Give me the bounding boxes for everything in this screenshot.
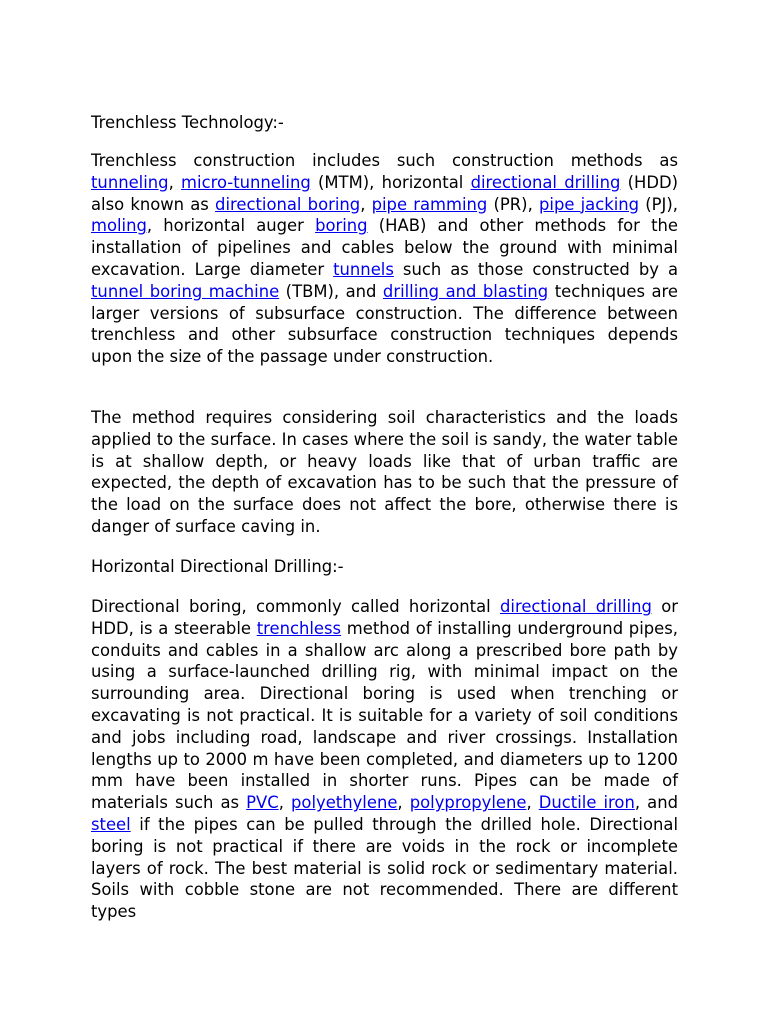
text-run: The method requires considering soil characteristics and the loads applied to the surface. In cases where the soil is sandy, the water table is at shallow depth, or heavy loads like that of urban traffic are expected, the depth of excavation has to be such that the pressure of the load on the surface does not affect the bore, otherwise there is danger of surface caving in.: [91, 408, 678, 536]
link-ductile-iron[interactable]: Ductile iron: [538, 793, 635, 813]
text-run: (HAB) and other methods for the installation of pipelines and cables below the ground with minimal excavation. Large diameter: [91, 216, 678, 279]
text-run: or HDD, is a steerable: [91, 597, 678, 638]
text-run: , horizontal auger: [146, 216, 316, 236]
text-run: ,: [168, 172, 182, 192]
link-drilling-and-blasting[interactable]: drilling and blasting: [382, 281, 549, 301]
text-run: ,: [397, 793, 410, 813]
text-run: method of installing underground pipes, conduits and cables in a shallow arc along a prescribed bore path by using a surface-launched drilling rig, with minimal impact on the surrounding area. Directional boring is used when trenching or excavating is not practical. It is suitable for a variety of soil conditions and jobs including road, landscape and river crossings. Installation lengths up to 2000 m have been completed, and diameters up to 1200 mm have been installed in shorter runs. Pipes can be made of materials such as: [91, 618, 678, 813]
text-run: ,: [360, 194, 372, 214]
link-pvc[interactable]: PVC: [246, 793, 279, 813]
link-boring[interactable]: boring: [315, 216, 368, 236]
link-directional-drilling[interactable]: directional drilling: [470, 172, 621, 192]
link-pipe-ramming[interactable]: pipe ramming: [371, 194, 488, 214]
text-run: (MTM), horizontal: [310, 172, 471, 192]
link-micro-tunneling[interactable]: micro-tunneling: [181, 172, 311, 192]
text-run: ,: [278, 793, 292, 813]
link-steel[interactable]: steel: [91, 814, 131, 834]
link-tunnel-boring-machine[interactable]: tunnel boring machine: [91, 281, 280, 301]
link-polypropylene[interactable]: polypropylene: [409, 793, 527, 813]
link-tunnels[interactable]: tunnels: [333, 259, 394, 279]
text-run: techniques are larger versions of subsurface construction. The difference between trenchless and other subsurface construction techniques depends upon the size of the passage under construction.: [91, 281, 678, 367]
link-pipe-jacking[interactable]: pipe jacking: [538, 194, 640, 214]
text-run: ,: [526, 793, 539, 813]
link-directional-boring[interactable]: directional boring: [215, 194, 361, 214]
link-polyethylene[interactable]: polyethylene: [291, 793, 398, 813]
paragraph-directional-boring: [91, 596, 678, 923]
paragraph-trenchless-intro: [91, 150, 678, 368]
link-directional-drilling[interactable]: directional drilling: [500, 597, 652, 616]
link-tunneling[interactable]: tunneling: [91, 172, 169, 192]
section-heading-hdd: Horizontal Directional Drilling:-: [91, 557, 344, 576]
section-heading-trenchless: Trenchless Technology:-: [91, 113, 284, 132]
link-trenchless[interactable]: trenchless: [256, 618, 342, 638]
text-run: such as those constructed by a: [393, 259, 678, 279]
text-run: (PR),: [487, 194, 539, 214]
paragraph-soil-considerations: [91, 407, 678, 538]
link-moling[interactable]: moling: [91, 216, 147, 236]
text-run: (PJ),: [639, 194, 678, 214]
text-run: (HDD) also known as: [91, 172, 678, 214]
text-run: , and: [634, 793, 679, 813]
text-run: Directional boring, commonly called horizontal: [91, 597, 500, 616]
text-run: if the pipes can be pulled through the drilled hole. Directional boring is not practical if there are voids in the rock or incomplete layers of rock. The best material is solid rock or sedimentary material. Soils with cobble stone are not recommended. There are different types: [91, 814, 678, 922]
text-run: Trenchless construction includes such construction methods as: [91, 151, 678, 170]
text-run: (TBM), and: [279, 281, 383, 301]
